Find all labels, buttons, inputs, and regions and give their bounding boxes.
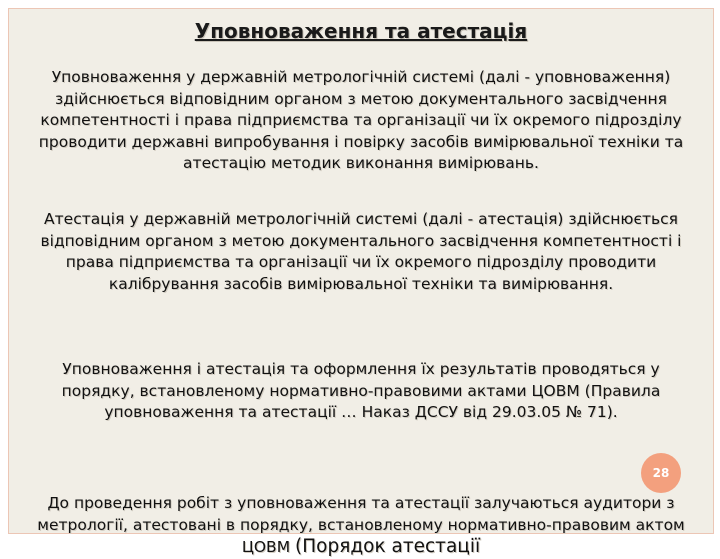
paragraph-auditors-tail: (Порядок атестації: [295, 536, 481, 558]
slide-title: Уповноваження та атестація: [194, 19, 528, 43]
paragraph-auditors-text: До проведення робіт з уповноваження та атестації залучаються аудитори з метрології, атестовані в порядку, встановленому нормативно-правовим актом ЦОВМ: [37, 494, 685, 557]
paragraph-procedure: Уповноваження і атестація та оформлення їх результатів проводяться у порядку, встановленому нормативно-правовими актами ЦОВМ (Правила уповноваження та атестації … Наказ ДССУ від 29.03.05 № 71).: [61, 360, 661, 422]
paragraph-auditors: [35, 493, 687, 559]
paragraph-authorization: Уповноваження у державній метрологічній системі (далі - уповноваження) здійснюється відповідним органом з метою документального засвідчення компетентності і права підприємства та організації чи їх окремого підрозділу проводити державні випробування і повірку засобів вимірювальної техніки та атестацію методик виконання вимірювань.: [38, 68, 684, 173]
slide: [8, 8, 714, 558]
paragraph-attestation: Атестація у державній метрологічній системі (далі - атестація) здійснюється відповідним органом з метою документального засвідчення компетентності і права підприємства та організації чи їх окремого підрозділу проводити калібрування засобів вимірювальної техніки та вимірювання.: [40, 210, 682, 293]
page-number-badge: 28: [641, 453, 681, 493]
